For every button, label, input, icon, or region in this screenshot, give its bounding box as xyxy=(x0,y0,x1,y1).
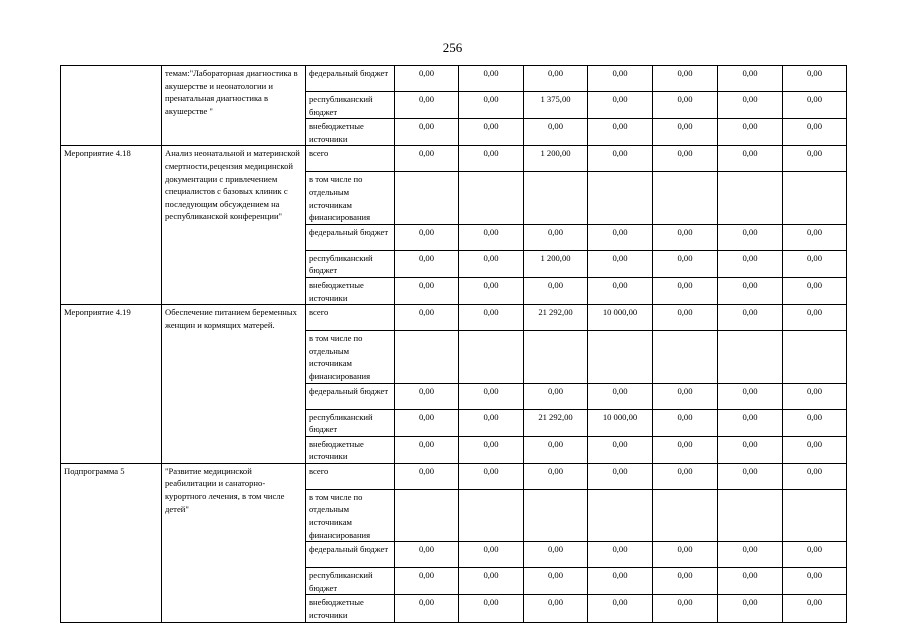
amount-cell xyxy=(718,489,783,541)
amount-cell: 0,00 xyxy=(459,568,524,595)
budget-table-body xyxy=(61,66,847,623)
amount-cell: 0,00 xyxy=(588,119,653,146)
funding-source: внебюджетные источники xyxy=(306,277,395,304)
amount-cell: 0,00 xyxy=(653,409,718,436)
amount-cell: 0,00 xyxy=(395,250,459,277)
amount-cell: 0,00 xyxy=(524,595,588,622)
funding-source: всего xyxy=(306,146,395,172)
amount-cell: 0,00 xyxy=(653,277,718,304)
amount-cell: 0,00 xyxy=(783,66,847,92)
amount-cell xyxy=(459,172,524,224)
amount-cell: 0,00 xyxy=(783,436,847,463)
funding-source: всего xyxy=(306,305,395,331)
budget-table xyxy=(60,65,847,623)
amount-cell: 0,00 xyxy=(653,92,718,119)
amount-cell: 0,00 xyxy=(718,119,783,146)
amount-cell: 0,00 xyxy=(395,66,459,92)
amount-cell: 0,00 xyxy=(718,542,783,568)
amount-cell: 0,00 xyxy=(653,66,718,92)
program-code: Мероприятие 4.19 xyxy=(61,305,162,464)
amount-cell: 0,00 xyxy=(718,463,783,489)
amount-cell: 21 292,00 xyxy=(524,409,588,436)
funding-source: в том числе по отдельным источникам финансирования xyxy=(306,331,395,383)
amount-cell: 0,00 xyxy=(783,146,847,172)
amount-cell: 0,00 xyxy=(459,463,524,489)
amount-cell xyxy=(588,331,653,383)
funding-source: республиканский бюджет xyxy=(306,568,395,595)
amount-cell xyxy=(783,489,847,541)
program-code: Подпрограмма 5 xyxy=(61,463,162,622)
amount-cell: 0,00 xyxy=(395,463,459,489)
page-number: 256 xyxy=(442,40,463,55)
amount-cell: 0,00 xyxy=(459,224,524,250)
amount-cell: 0,00 xyxy=(395,409,459,436)
amount-cell: 0,00 xyxy=(395,542,459,568)
funding-source: федеральный бюджет xyxy=(306,542,395,568)
amount-cell: 0,00 xyxy=(588,66,653,92)
amount-cell: 0,00 xyxy=(459,119,524,146)
amount-cell: 0,00 xyxy=(783,119,847,146)
amount-cell: 0,00 xyxy=(718,250,783,277)
amount-cell: 0,00 xyxy=(653,146,718,172)
amount-cell: 0,00 xyxy=(588,250,653,277)
amount-cell: 0,00 xyxy=(653,224,718,250)
amount-cell: 0,00 xyxy=(459,436,524,463)
program-title: темам:"Лабораторная диагностика в акушерстве и неонатологии и пренатальная диагностика в акушерстве " xyxy=(162,66,306,146)
funding-source: внебюджетные источники xyxy=(306,436,395,463)
amount-cell xyxy=(718,331,783,383)
amount-cell xyxy=(653,331,718,383)
amount-cell: 0,00 xyxy=(395,119,459,146)
amount-cell xyxy=(524,172,588,224)
amount-cell: 0,00 xyxy=(783,542,847,568)
amount-cell: 0,00 xyxy=(459,409,524,436)
amount-cell xyxy=(653,489,718,541)
amount-cell: 0,00 xyxy=(524,463,588,489)
amount-cell: 0,00 xyxy=(718,595,783,622)
funding-source: республиканский бюджет xyxy=(306,250,395,277)
amount-cell: 1 200,00 xyxy=(524,146,588,172)
amount-cell: 0,00 xyxy=(783,568,847,595)
amount-cell: 10 000,00 xyxy=(588,305,653,331)
amount-cell: 0,00 xyxy=(653,542,718,568)
amount-cell xyxy=(459,489,524,541)
amount-cell: 0,00 xyxy=(718,224,783,250)
amount-cell: 0,00 xyxy=(459,146,524,172)
amount-cell: 0,00 xyxy=(588,595,653,622)
amount-cell: 0,00 xyxy=(653,463,718,489)
amount-cell: 0,00 xyxy=(783,277,847,304)
funding-source: всего xyxy=(306,463,395,489)
amount-cell: 0,00 xyxy=(524,542,588,568)
amount-cell: 0,00 xyxy=(783,305,847,331)
amount-cell: 0,00 xyxy=(718,305,783,331)
amount-cell: 0,00 xyxy=(459,92,524,119)
amount-cell xyxy=(395,331,459,383)
amount-cell: 0,00 xyxy=(783,463,847,489)
amount-cell: 0,00 xyxy=(395,305,459,331)
funding-source: федеральный бюджет xyxy=(306,66,395,92)
amount-cell: 0,00 xyxy=(395,224,459,250)
funding-source: федеральный бюджет xyxy=(306,383,395,409)
program-code: Мероприятие 4.18 xyxy=(61,146,162,305)
amount-cell: 0,00 xyxy=(718,92,783,119)
amount-cell xyxy=(588,489,653,541)
amount-cell: 0,00 xyxy=(524,568,588,595)
funding-source: республиканский бюджет xyxy=(306,409,395,436)
amount-cell: 0,00 xyxy=(718,66,783,92)
table-row xyxy=(61,146,847,172)
amount-cell: 0,00 xyxy=(783,409,847,436)
amount-cell: 0,00 xyxy=(718,409,783,436)
amount-cell: 0,00 xyxy=(783,595,847,622)
amount-cell xyxy=(588,172,653,224)
program-title: "Развитие медицинской реабилитации и санаторно-курортного лечения, в том числе детей" xyxy=(162,463,306,622)
amount-cell: 0,00 xyxy=(524,224,588,250)
program-title: Обеспечение питанием беременных женщин и кормящих матерей. xyxy=(162,305,306,464)
amount-cell: 0,00 xyxy=(524,66,588,92)
amount-cell: 0,00 xyxy=(718,568,783,595)
amount-cell: 0,00 xyxy=(524,383,588,409)
funding-source: внебюджетные источники xyxy=(306,119,395,146)
amount-cell xyxy=(783,331,847,383)
amount-cell: 0,00 xyxy=(395,92,459,119)
amount-cell xyxy=(653,172,718,224)
amount-cell: 0,00 xyxy=(653,250,718,277)
amount-cell: 21 292,00 xyxy=(524,305,588,331)
amount-cell: 0,00 xyxy=(653,436,718,463)
amount-cell: 0,00 xyxy=(459,66,524,92)
amount-cell: 0,00 xyxy=(718,383,783,409)
amount-cell xyxy=(395,489,459,541)
table-row xyxy=(61,305,847,331)
amount-cell: 0,00 xyxy=(783,383,847,409)
amount-cell: 0,00 xyxy=(588,277,653,304)
amount-cell: 0,00 xyxy=(395,595,459,622)
amount-cell: 0,00 xyxy=(653,568,718,595)
amount-cell: 0,00 xyxy=(588,224,653,250)
amount-cell: 0,00 xyxy=(653,595,718,622)
amount-cell xyxy=(524,331,588,383)
amount-cell: 0,00 xyxy=(395,383,459,409)
amount-cell: 1 375,00 xyxy=(524,92,588,119)
amount-cell: 0,00 xyxy=(588,542,653,568)
amount-cell: 0,00 xyxy=(783,224,847,250)
amount-cell: 0,00 xyxy=(395,568,459,595)
amount-cell: 0,00 xyxy=(653,383,718,409)
amount-cell: 0,00 xyxy=(459,383,524,409)
amount-cell: 0,00 xyxy=(588,146,653,172)
funding-source: республиканский бюджет xyxy=(306,92,395,119)
amount-cell: 0,00 xyxy=(459,542,524,568)
amount-cell xyxy=(459,331,524,383)
amount-cell: 0,00 xyxy=(459,250,524,277)
amount-cell: 0,00 xyxy=(459,305,524,331)
program-code xyxy=(61,66,162,146)
program-title: Анализ неонатальной и материнской смертности,рецензия медицинской документации с привлечением специалистов с базовых клиник с последующим обсуждением на республиканской конференции" xyxy=(162,146,306,305)
amount-cell: 0,00 xyxy=(588,92,653,119)
amount-cell: 0,00 xyxy=(395,146,459,172)
amount-cell: 0,00 xyxy=(588,463,653,489)
amount-cell: 10 000,00 xyxy=(588,409,653,436)
amount-cell: 0,00 xyxy=(459,277,524,304)
amount-cell: 0,00 xyxy=(588,383,653,409)
amount-cell: 0,00 xyxy=(783,92,847,119)
amount-cell xyxy=(395,172,459,224)
funding-source: федеральный бюджет xyxy=(306,224,395,250)
amount-cell: 0,00 xyxy=(588,568,653,595)
amount-cell: 0,00 xyxy=(524,436,588,463)
table-row xyxy=(61,463,847,489)
amount-cell: 0,00 xyxy=(718,277,783,304)
amount-cell: 1 200,00 xyxy=(524,250,588,277)
amount-cell: 0,00 xyxy=(718,146,783,172)
amount-cell: 0,00 xyxy=(653,119,718,146)
funding-source: в том числе по отдельным источникам финансирования xyxy=(306,489,395,541)
amount-cell: 0,00 xyxy=(524,119,588,146)
amount-cell: 0,00 xyxy=(395,277,459,304)
amount-cell: 0,00 xyxy=(653,305,718,331)
amount-cell xyxy=(718,172,783,224)
funding-source: внебюджетные источники xyxy=(306,595,395,622)
amount-cell: 0,00 xyxy=(459,595,524,622)
amount-cell: 0,00 xyxy=(718,436,783,463)
amount-cell: 0,00 xyxy=(783,250,847,277)
amount-cell: 0,00 xyxy=(524,277,588,304)
amount-cell: 0,00 xyxy=(395,436,459,463)
funding-source: в том числе по отдельным источникам финансирования xyxy=(306,172,395,224)
table-row xyxy=(61,66,847,92)
amount-cell xyxy=(524,489,588,541)
amount-cell: 0,00 xyxy=(588,436,653,463)
amount-cell xyxy=(783,172,847,224)
